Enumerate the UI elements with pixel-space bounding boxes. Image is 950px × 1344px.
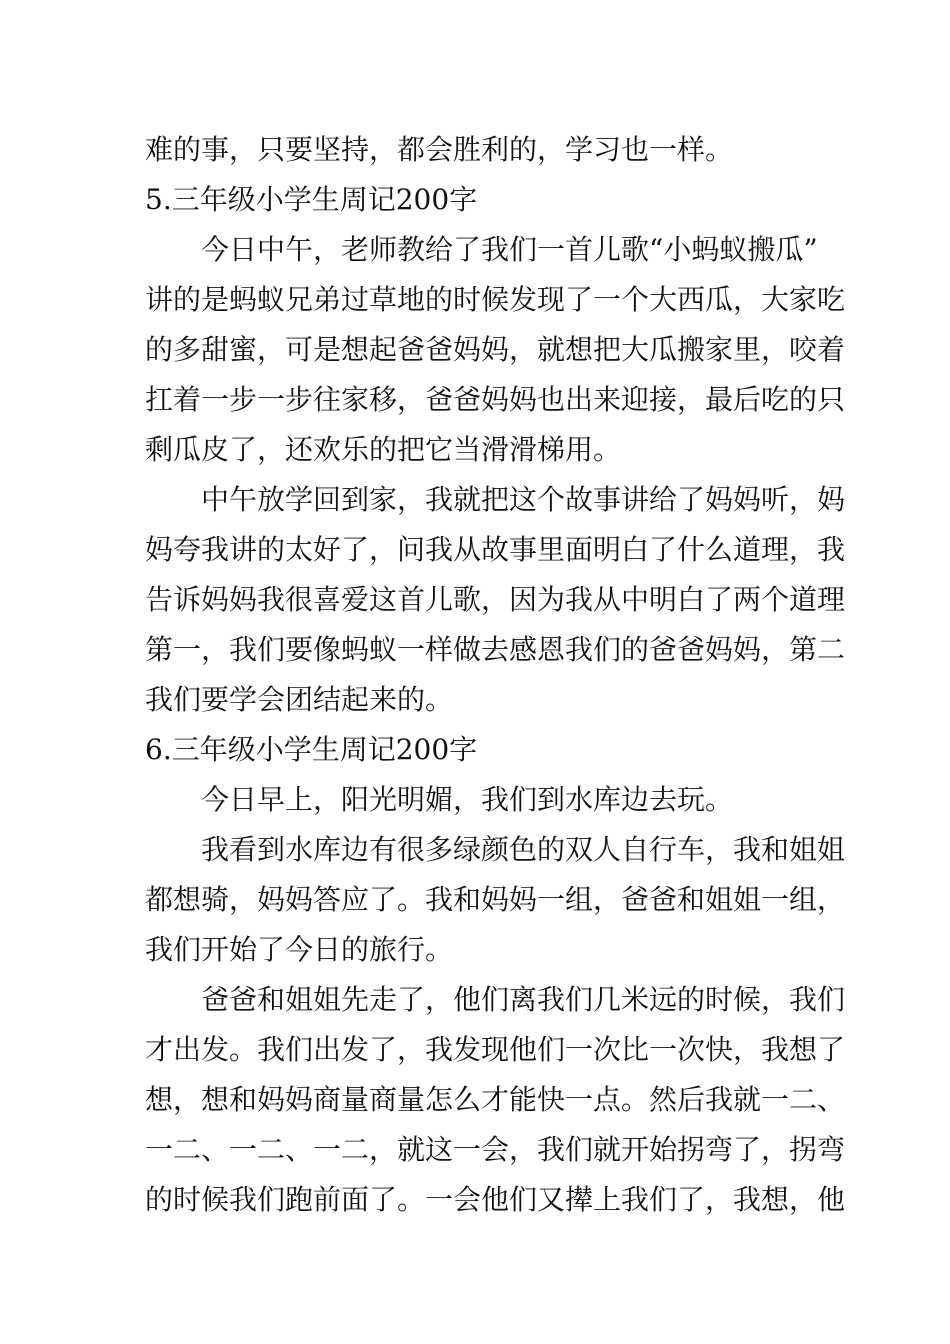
paragraph-line: 我看到水库边有很多绿颜色的双人自行车，我和姐姐 bbox=[201, 833, 846, 866]
paragraph-line: 中午放学回到家，我就把这个故事讲给了妈妈听，妈 bbox=[201, 483, 846, 516]
paragraph-line: 我们开始了今日的旅行。 bbox=[145, 933, 454, 966]
paragraph-line: 的时候我们跑前面了。一会他们又撵上我们了，我想，他 bbox=[145, 1183, 846, 1216]
paragraph-line: 我们要学会团结起来的。 bbox=[145, 683, 454, 716]
paragraph-line: 都想骑，妈妈答应了。我和妈妈一组，爸爸和姐姐一组， bbox=[145, 883, 846, 916]
paragraph-line: 告诉妈妈我很喜爱这首儿歌，因为我从中明白了两个道理 bbox=[145, 583, 846, 616]
section-heading: 6.三年级小学生周记200字 bbox=[145, 733, 478, 766]
paragraph-line: 今日早上，阳光明媚，我们到水库边去玩。 bbox=[201, 783, 734, 816]
paragraph-line: 的多甜蜜，可是想起爸爸妈妈，就想把大瓜搬家里，咬着 bbox=[145, 333, 846, 366]
paragraph-line: 讲的是蚂蚁兄弟过草地的时候发现了一个大西瓜，大家吃 bbox=[145, 283, 846, 316]
paragraph-line: 今日中午，老师教给了我们一首儿歌“小蚂蚁搬瓜” bbox=[201, 233, 818, 266]
paragraph-line: 妈夸我讲的太好了，问我从故事里面明白了什么道理，我 bbox=[145, 533, 846, 566]
paragraph-line: 爸爸和姐姐先走了，他们离我们几米远的时候，我们 bbox=[201, 983, 846, 1016]
paragraph-line: 一二、一二、一二，就这一会，我们就开始拐弯了，拐弯 bbox=[145, 1133, 846, 1166]
paragraph-line: 扛着一步一步往家移，爸爸妈妈也出来迎接，最后吃的只 bbox=[145, 383, 846, 416]
section-heading: 5.三年级小学生周记200字 bbox=[145, 183, 478, 216]
paragraph-line: 剩瓜皮了，还欢乐的把它当滑滑梯用。 bbox=[145, 433, 622, 466]
paragraph-line: 难的事，只要坚持，都会胜利的，学习也一样。 bbox=[145, 133, 734, 166]
paragraph-line: 想，想和妈妈商量商量怎么才能快一点。然后我就一二、 bbox=[145, 1083, 846, 1116]
paragraph-line: 第一，我们要像蚂蚁一样做去感恩我们的爸爸妈妈，第二 bbox=[145, 633, 846, 666]
paragraph-line: 才出发。我们出发了，我发现他们一次比一次快，我想了 bbox=[145, 1033, 846, 1066]
